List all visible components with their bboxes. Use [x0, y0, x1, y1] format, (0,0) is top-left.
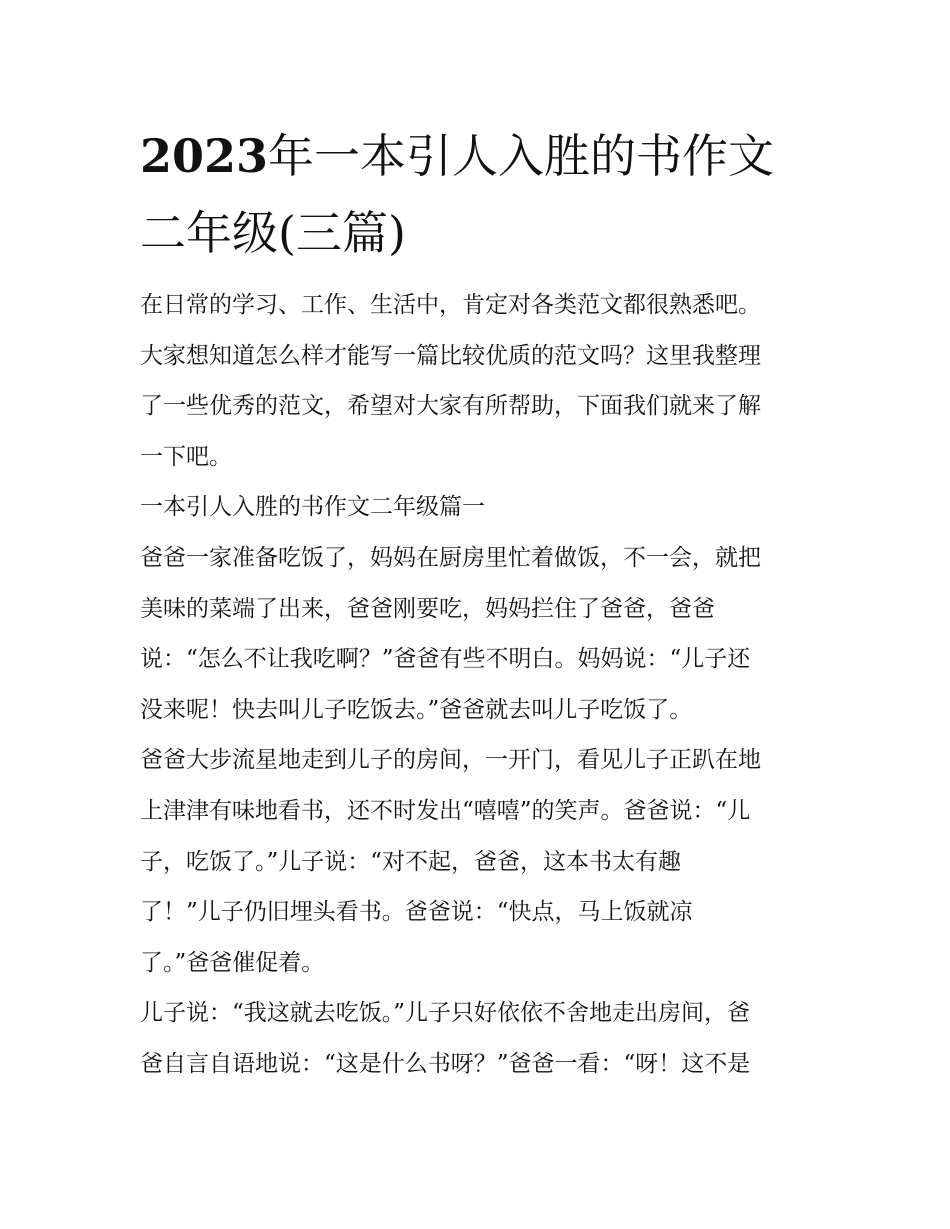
paragraph-line: 了。”爸爸催促着。: [140, 949, 325, 976]
body-paragraph-2: [140, 735, 820, 988]
body-paragraph-3: [140, 988, 820, 1089]
section-heading: 一本引人入胜的书作文二年级篇一: [140, 494, 485, 521]
intro-line: 在日常的学习、工作、生活中，肯定对各类范文都很熟悉吧。: [140, 292, 761, 318]
intro-line: 一下吧。: [140, 443, 232, 470]
document-title: [140, 118, 820, 272]
paragraph-line: 儿子说：“我这就去吃饭。”儿子只好依依不舍地走出房间，爸: [140, 1000, 751, 1027]
intro-paragraph: [140, 280, 820, 482]
paragraph-line: 爸爸一家准备吃饭了，妈妈在厨房里忙着做饭，不一会，就把: [140, 544, 761, 571]
paragraph-line: 美味的菜端了出来，爸爸刚要吃，妈妈拦住了爸爸，爸爸: [140, 595, 715, 622]
intro-line: 了一些优秀的范文，希望对大家有所帮助，下面我们就来了解: [140, 393, 761, 420]
paragraph-line: 说：“怎么不让我吃啊？”爸爸有些不明白。妈妈说：“儿子还: [140, 646, 751, 673]
title-line-1: [140, 118, 820, 195]
paragraph-line: 了！”儿子仍旧埋头看书。爸爸说：“快点，马上饭就凉: [140, 899, 693, 926]
paragraph-line: 子，吃饭了。”儿子说：“对不起，爸爸，这本书太有趣: [140, 848, 682, 875]
paragraph-line: 上津津有味地看书，还不时发出“嘻嘻”的笑声。爸爸说：“儿: [140, 797, 751, 824]
paragraph-line: 爸自言自语地说：“这是什么书呀？”爸爸一看：“呀！这不是: [140, 1050, 751, 1077]
title-line-2: 二年级(三篇): [140, 206, 406, 260]
paragraph-line: 爸爸大步流星地走到儿子的房间，一开门，看见儿子正趴在地: [140, 747, 761, 774]
intro-line: 大家想知道怎么样才能写一篇比较优质的范文吗？这里我整理: [140, 342, 761, 369]
body-paragraph-1: [140, 533, 820, 735]
title-year: 2023: [140, 129, 269, 183]
paragraph-line: 没来呢！快去叫儿子吃饭去。”爸爸就去叫儿子吃饭了。: [140, 696, 693, 723]
document-content: [140, 118, 820, 1090]
title-line-1-text: 年一本引人入胜的书作文: [268, 129, 775, 183]
